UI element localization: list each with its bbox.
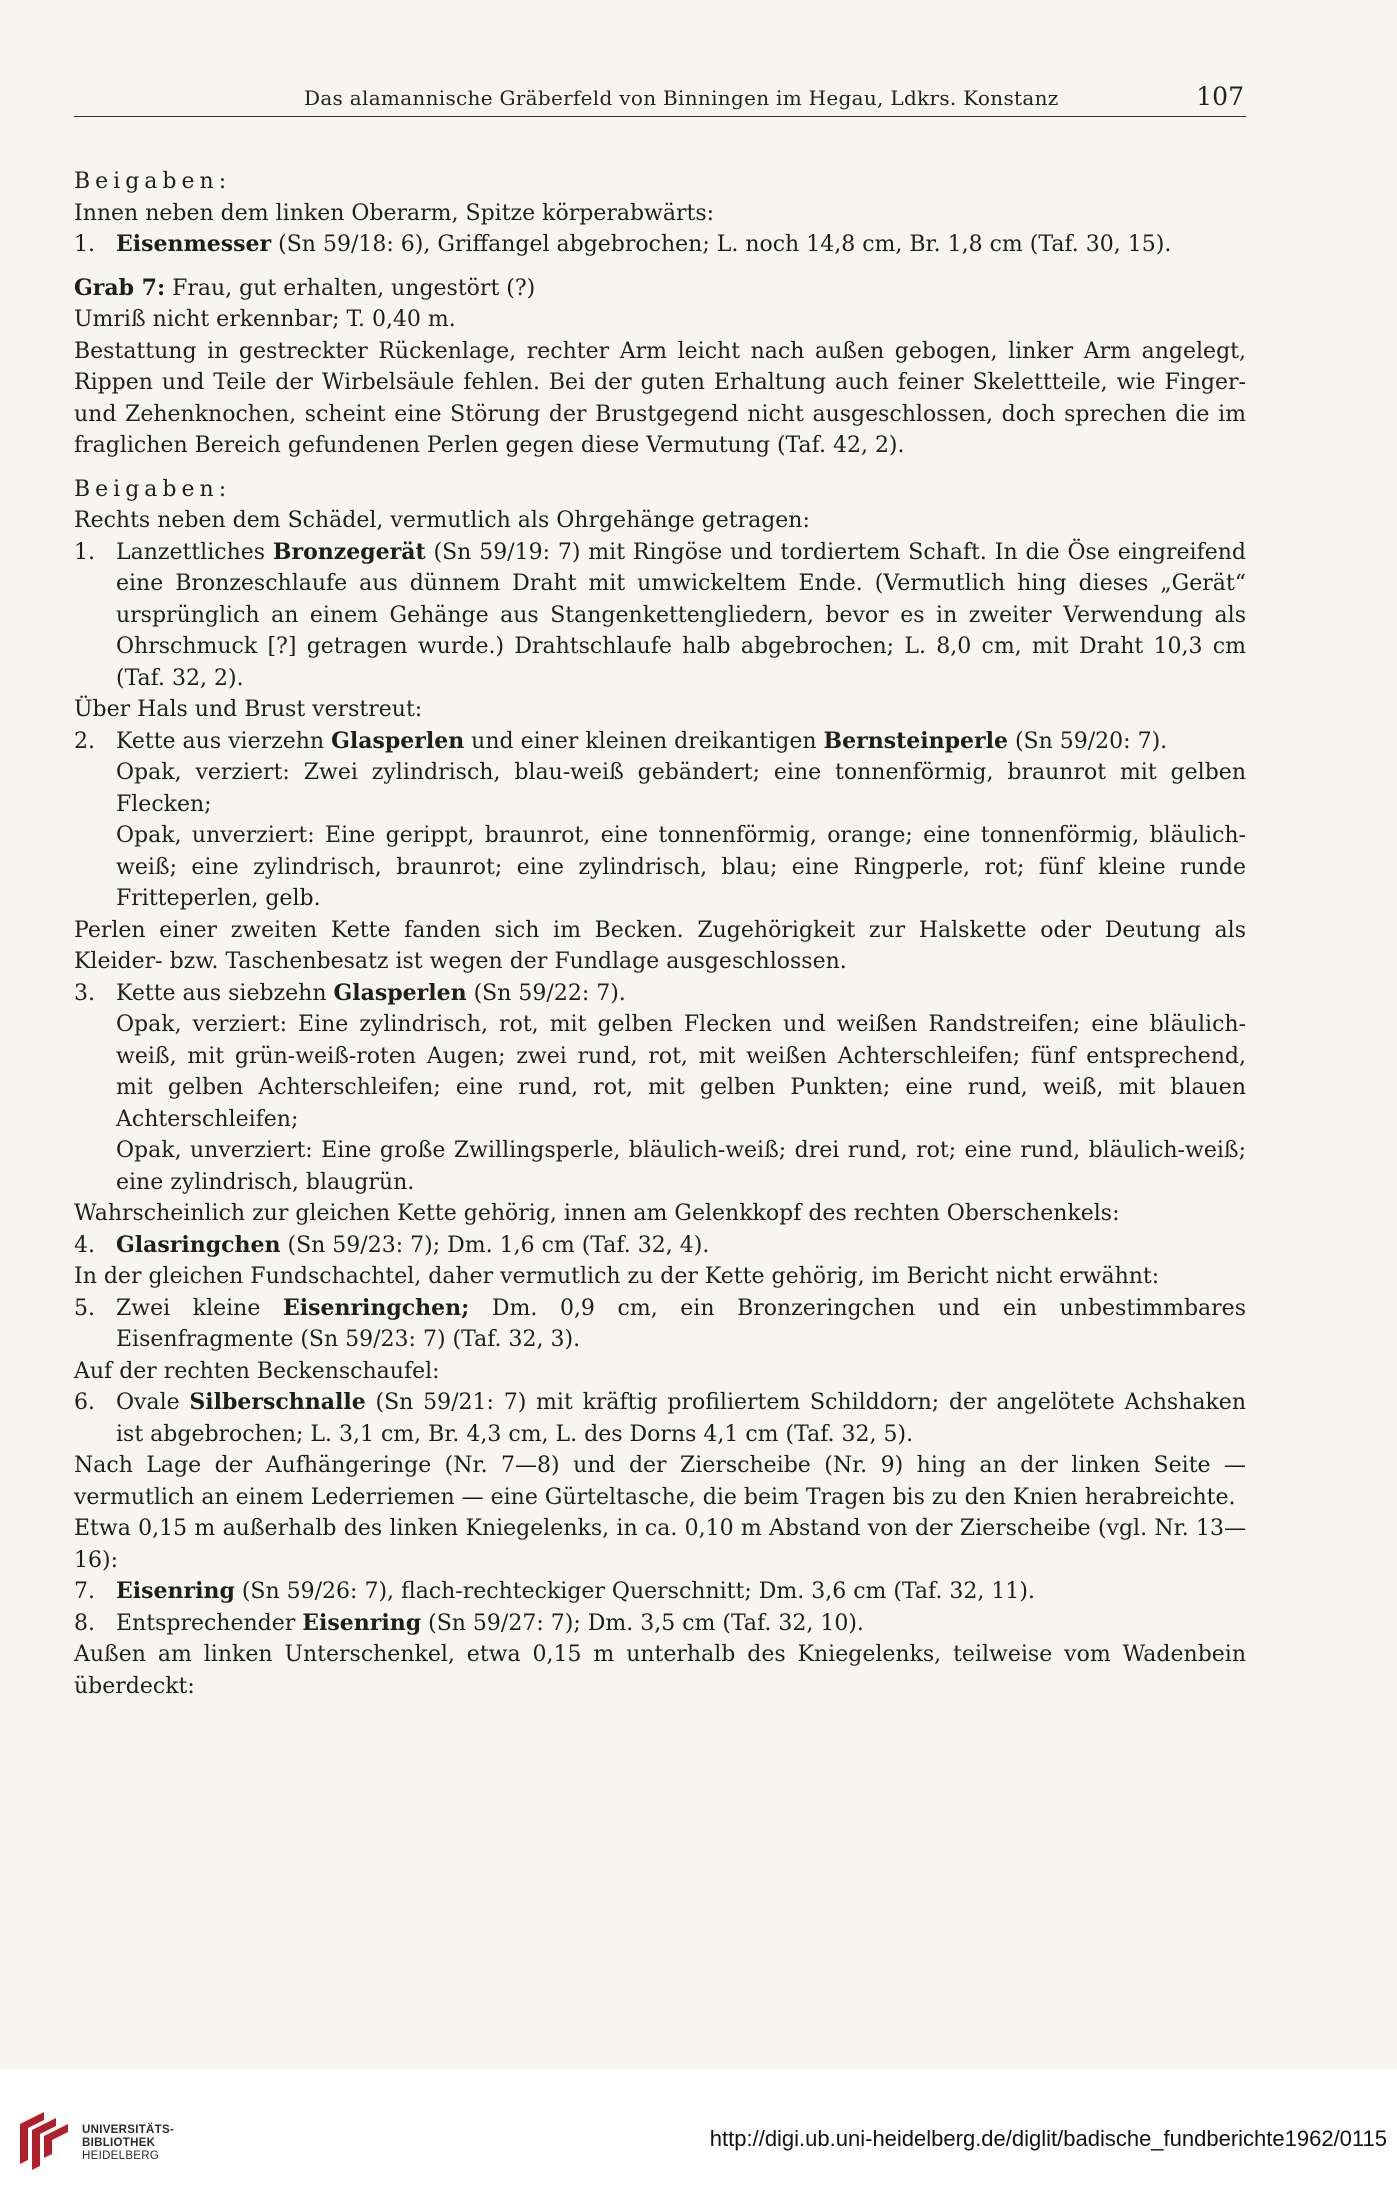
item-name: Eisenring bbox=[302, 1609, 422, 1636]
item-detail: Opak, verziert: Eine zylindrisch, rot, mit gelben Flecken und weißen Randstreifen; eine bläulich-weiß, mit grün-weiß-roten Augen; zwei rund, rot, mit weißen Achterschleifen; fünf entsprechend, mit gelben Achterschleifen; eine rund, rot, mit gelben Punkten; eine rund, weiß, mit blauen Achterschleifen; bbox=[116, 1012, 1246, 1132]
item-text: (Sn 59/19: 7) mit Ringöse und tordiertem Schaft. In die Öse eingreifend eine Bronzeschlaufe aus dünnem Draht mit umwickeltem Ende. (Vermutlich hing dieses „Gerät“ ursprünglich an einem Gehänge aus Stangenkettengliedern, bevor es in zweiter Verwendung als Ohrschmuck [?] getragen wurde.) Drahtschlaufe halb abgebrochen; L. 8,0 cm, mit Draht 10,3 cm (Taf. 32, 2). bbox=[116, 539, 1246, 691]
item-detail: Opak, verziert: Zwei zylindrisch, blau-weiß gebändert; eine tonnenförmig, braunrot mit gelben Flecken; bbox=[116, 760, 1246, 817]
item-name: Eisenringchen; bbox=[282, 1294, 470, 1321]
grave-title: Frau, gut erhalten, ungestört (?) bbox=[165, 275, 536, 301]
page-number: 107 bbox=[1196, 82, 1244, 111]
item-number: 4. bbox=[74, 1232, 95, 1258]
item-detail: Opak, unverziert: Eine große Zwillingsperle, bläulich-weiß; drei rund, rot; eine rund, bläulich-weiß; eine zylindrisch, blaugrün. bbox=[116, 1138, 1246, 1195]
item-number: 8. bbox=[74, 1610, 95, 1636]
item-number: 1. bbox=[74, 539, 95, 565]
body-text bbox=[74, 166, 1246, 1702]
list-item: 8. Entsprechender Eisenring (Sn 59/27: 7); Dm. 3,5 cm (Taf. 32, 10). bbox=[74, 1608, 1246, 1640]
item-detail: Opak, unverziert: Eine gerippt, braunrot, eine tonnenförmig, orange; eine tonnenförmig, bläulich-weiß; eine zylindrisch, braunrot; eine zylindrisch, blau; eine Ringperle, rot; fünf kleine runde Fritteperlen, gelb. bbox=[116, 823, 1246, 911]
paragraph: Auf der rechten Beckenschaufel: bbox=[74, 1358, 440, 1384]
item-number: 5. bbox=[74, 1295, 95, 1321]
list-item: 6. Ovale Silberschnalle (Sn 59/21: 7) mit kräftig profiliertem Schilddorn; der angelötete Achshaken ist abgebrochen; L. 3,1 cm, Br. 4,3 cm, L. des Dorns 4,1 cm (Taf. 32, 5). bbox=[74, 1389, 1246, 1447]
item-name: Bronzegerät bbox=[272, 538, 426, 565]
running-head-title: Das alamannische Gräberfeld von Binningen im Hegau, Ldkrs. Konstanz bbox=[304, 86, 1059, 110]
paragraph: Rechts neben dem Schädel, vermutlich als Ohrgehänge getragen: bbox=[74, 508, 810, 533]
list-item: 7. Eisenring (Sn 59/26: 7), flach-rechteckiger Querschnitt; Dm. 3,6 cm (Taf. 32, 11). bbox=[74, 1576, 1246, 1608]
library-logo-text: UNIVERSITÄTS- BIBLIOTHEK HEIDELBERG bbox=[82, 2124, 175, 2162]
paragraph: In der gleichen Fundschachtel, daher vermutlich zu der Kette gehörig, im Bericht nicht erwähnt: bbox=[74, 1264, 1160, 1289]
source-url-link[interactable]: http://digi.ub.uni-heidelberg.de/diglit/badische_fundberichte1962/0115 bbox=[709, 2126, 1387, 2151]
list-item: 2. Kette aus vierzehn Glasperlen und einer kleinen dreikantigen Bernsteinperle (Sn 59/20: 7). Opak, verziert: Zwei zylindrisch, blau-weiß gebändert; eine tonnenförmig, braunrot mit gelben Flecken; Opak, unverziert: Eine gerippt, braunrot, eine tonnenförmig, orange; eine tonnenförmig, bläulich-weiß; eine zylindrisch, braunrot; eine zylindrisch, blau; eine Ringperle, rot; fünf kleine runde Fritteperlen, gelb. bbox=[74, 726, 1246, 915]
paragraph: Wahrscheinlich zur gleichen Kette gehörig, innen am Gelenkkopf des rechten Oberschenkels: bbox=[74, 1201, 1120, 1226]
item-name: Eisenmesser bbox=[116, 231, 272, 257]
paragraph: Nach Lage der Aufhängeringe (Nr. 7—8) und der Zierscheibe (Nr. 9) hing an der linken Seite — vermutlich an einem Lederriemen — eine Gürteltasche, die beim Tragen bis zu den Knien herabreichte. bbox=[74, 1453, 1246, 1510]
list-item: 1. Lanzettliches Bronzegerät (Sn 59/19: 7) mit Ringöse und tordiertem Schaft. In die Öse eingreifend eine Bronzeschlaufe aus dünnem Draht mit umwickeltem Ende. (Vermutlich hing dieses „Gerät“ ursprünglich an einem Gehänge aus Stangenkettengliedern, bevor es in zweiter Verwendung als Ohrschmuck [?] getragen wurde.) Drahtschlaufe halb abgebrochen; L. 8,0 cm, mit Draht 10,3 cm (Taf. 32, 2). bbox=[74, 538, 1246, 691]
item-name: Glasringchen bbox=[116, 1231, 281, 1258]
running-head bbox=[74, 82, 1246, 117]
paragraph: Über Hals und Brust verstreut: bbox=[74, 697, 423, 722]
paragraph: Bestattung in gestreckter Rückenlage, rechter Arm leicht nach außen gebogen, linker Arm angelegt, Rippen und Teile der Wirbelsäule fehlen. Bei der guten Erhaltung auch feiner Skelettteile, wie Finger- und Zehenknochen, scheint eine Störung der Brustgegend nicht ausgeschlossen, doch sprechen die im fraglichen Bereich gefundenen Perlen gegen diese Vermutung (Taf. 42, 2). bbox=[74, 338, 1246, 458]
item-number: 6. bbox=[74, 1390, 95, 1415]
item-number: 1. bbox=[74, 232, 95, 257]
item-name: Eisenring bbox=[116, 1578, 235, 1604]
item-number: 3. bbox=[74, 980, 95, 1006]
list-item bbox=[74, 229, 1246, 261]
paragraph: Außen am linken Unterschenkel, etwa 0,15 m unterhalb des Kniegelenks, teilweise vom Wadenbein überdeckt: bbox=[74, 1642, 1246, 1699]
item-name: Glasperlen bbox=[333, 979, 467, 1006]
list-item: 4. Glasringchen (Sn 59/23: 7); Dm. 1,6 cm (Taf. 32, 4). bbox=[74, 1230, 1246, 1262]
grave-heading bbox=[74, 273, 1246, 305]
item-name: Silberschnalle bbox=[189, 1389, 366, 1415]
paragraph: Etwa 0,15 m außerhalb des linken Kniegelenks, in ca. 0,10 m Abstand von der Zierscheibe (vgl. Nr. 13—16): bbox=[74, 1516, 1246, 1573]
paragraph: Innen neben dem linken Oberarm, Spitze körperabwärts: bbox=[74, 200, 715, 226]
item-number: 2. bbox=[74, 728, 95, 754]
paragraph: Umriß nicht erkennbar; T. 0,40 m. bbox=[74, 307, 456, 332]
paragraph: Perlen einer zweiten Kette fanden sich im Becken. Zugehörigkeit zur Halskette oder Deutung als Kleider- bzw. Taschenbesatz ist wegen der Fundlage ausgeschlossen. bbox=[74, 917, 1246, 974]
section-heading: Beigaben: bbox=[74, 169, 232, 194]
item-number: 7. bbox=[74, 1579, 95, 1604]
list-item: 3. Kette aus siebzehn Glasperlen (Sn 59/22: 7). Opak, verziert: Eine zylindrisch, rot, mit gelben Flecken und weißen Randstreifen; eine bläulich-weiß, mit grün-weiß-roten Augen; zwei rund, rot, mit weißen Achterschleifen; fünf entsprechend, mit gelben Achterschleifen; eine rund, rot, mit gelben Punkten; eine rund, weiß, mit blauen Achterschleifen; Opak, unverziert: Eine große Zwillingsperle, bläulich-weiß; drei rund, rot; eine rund, bläulich-weiß; eine zylindrisch, blaugrün. bbox=[74, 978, 1246, 1199]
item-text: (Sn 59/18: 6), Griffangel abgebrochen; L. noch 14,8 cm, Br. 1,8 cm (Taf. 30, 15). bbox=[271, 232, 1172, 257]
item-name: Glasperlen bbox=[331, 727, 465, 754]
item-name: Bernsteinperle bbox=[823, 727, 1008, 754]
library-logo-icon bbox=[14, 2110, 72, 2172]
section-heading: Beigaben: bbox=[74, 476, 232, 502]
grave-label: Grab 7: bbox=[74, 274, 166, 301]
list-item: 5. Zwei kleine Eisenringchen; Dm. 0,9 cm, ein Bronzeringchen und ein unbestimmbares Eisenfragmente (Sn 59/23: 7) (Taf. 32, 3). bbox=[74, 1294, 1246, 1352]
